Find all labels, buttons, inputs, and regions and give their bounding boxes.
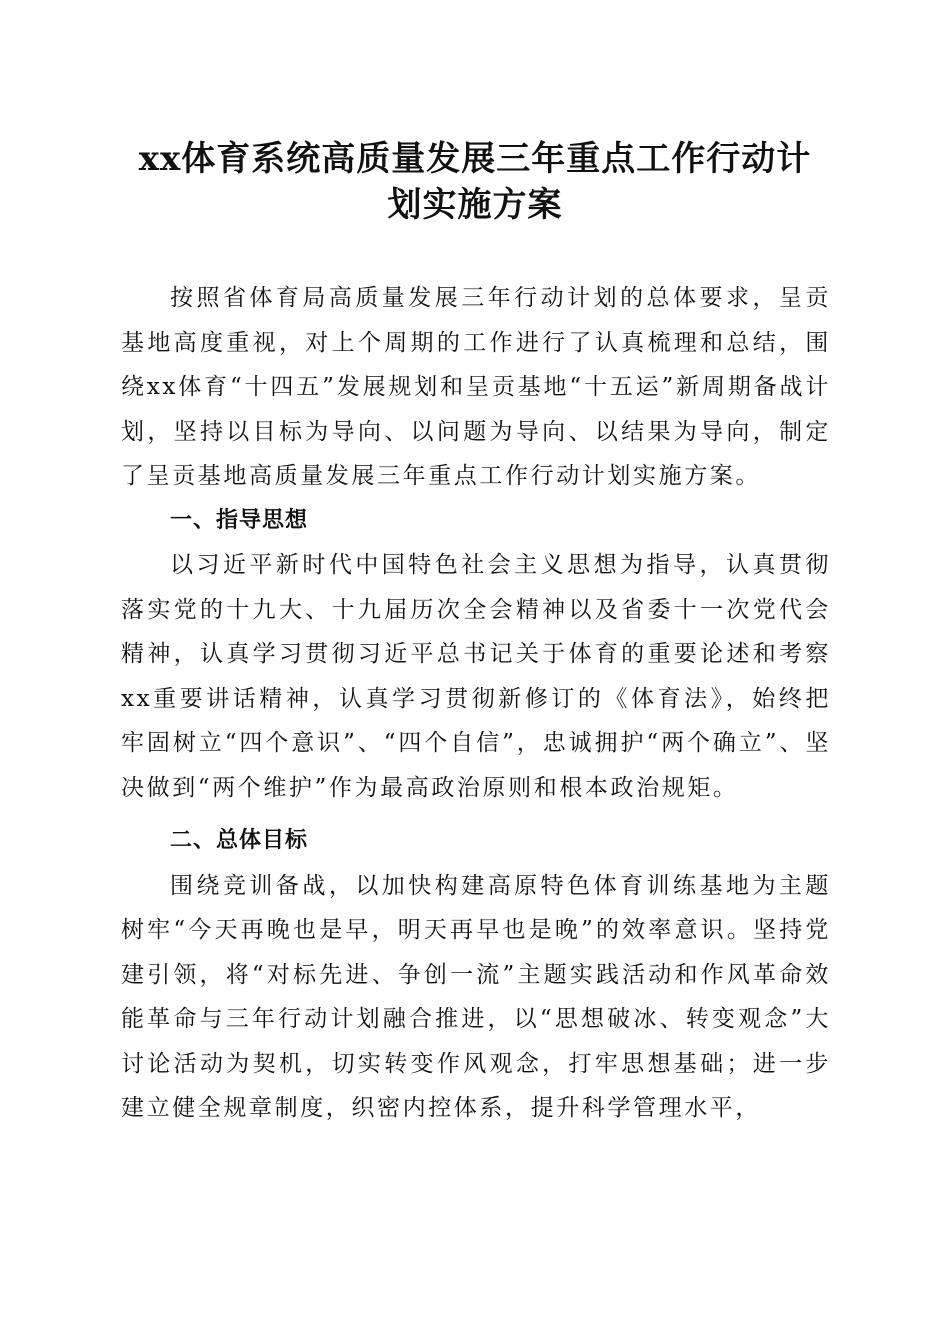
section-heading-overall-goals: 二、总体目标 bbox=[170, 828, 309, 853]
section-paragraph-guiding-ideology: 以习近平新时代中国特色社会主义思想为指导，认真贯彻落实党的十九大、十九届历次全会精神以及省委十一次党代会精神，认真学习贯彻习近平总书记关于体育的重要论述和考察xx重要讲话精神，认真学习贯彻新修订的《体育法》，始终把牢固树立“四个意识”、“四个自信”，忠诚拥护“两个确立”、坚决做到“两个维护”作为最高政治原则和根本政治规矩。 bbox=[121, 552, 831, 801]
section-paragraph-overall-goals: 围绕竞训备战，以加快构建高原特色体育训练基地为主题树牢“今天再晚也是早，明天再早也是晚”的效率意识。坚持党建引领，将“对标先进、争创一流”主题实践活动和作风革命效能革命与三年行动计划融合推进，以“思想破冰、转变观念”大讨论活动为契机，切实转变作风观念，打牢思想基础；进一步建立健全规章制度，织密内控体系，提升科学管理水平， bbox=[121, 872, 831, 1121]
title-line-2: 划实施方案 bbox=[387, 185, 563, 225]
document-title bbox=[120, 136, 830, 228]
section-heading-guiding-ideology: 一、指导思想 bbox=[170, 507, 309, 533]
document-body bbox=[121, 276, 831, 1131]
section-spacer bbox=[121, 810, 831, 819]
intro-paragraph: 按照省体育局高质量发展三年行动计划的总体要求，呈贡基地高度重视，对上个周期的工作进行了认真梳理和总结，围绕xx体育“十四五”发展规划和呈贡基地“十五运”新周期备战计划，坚持以目标为导向、以问题为导向、以结果为导向，制定了呈贡基地高质量发展三年重点工作行动计划实施方案。 bbox=[121, 285, 831, 489]
title-line-1: xx体育系统高质量发展三年重点工作行动计 bbox=[138, 139, 812, 179]
